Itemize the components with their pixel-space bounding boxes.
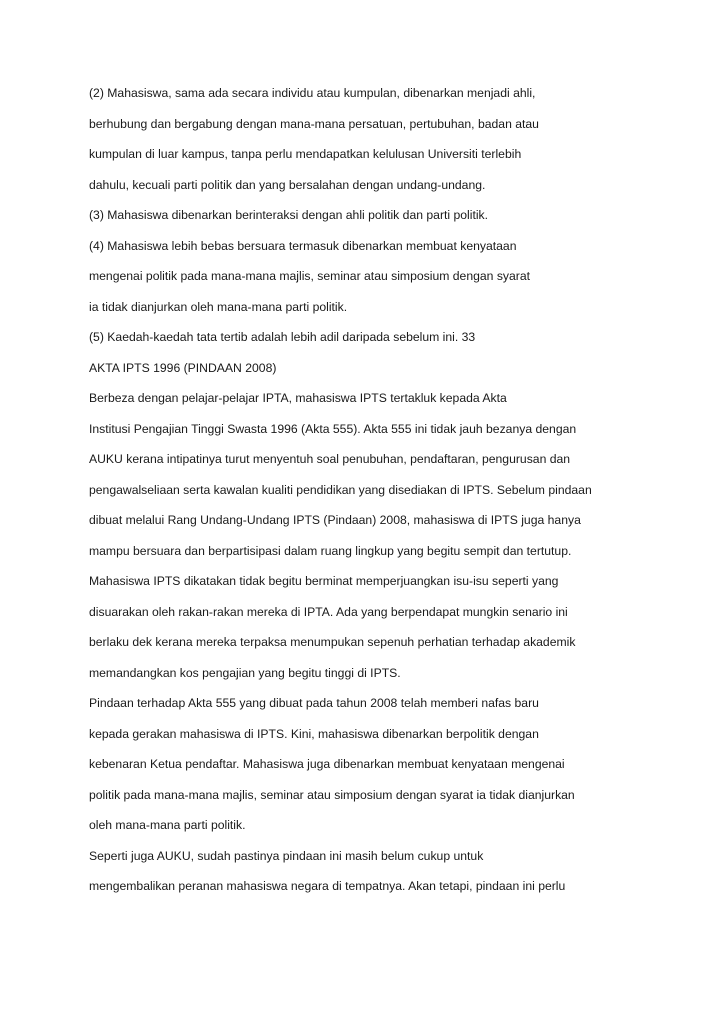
text-line: (3) Mahasiswa dibenarkan berinteraksi dengan ahli politik dan parti politik. — [89, 208, 489, 222]
text-line: kepada gerakan mahasiswa di IPTS. Kini, mahasiswa dibenarkan berpolitik dengan — [89, 726, 539, 741]
text-line: mengembalikan peranan mahasiswa negara di tempatnya. Akan tetapi, pindaan ini perlu — [89, 879, 566, 893]
text-line: disuarakan oleh rakan-rakan mereka di IPTA. Ada yang berpendapat mungkin senario ini — [89, 604, 568, 619]
text-line: dibuat melalui Rang Undang-Undang IPTS (Pindaan) 2008, mahasiswa di IPTS juga hanya — [89, 513, 581, 527]
text-line: berhubung dan bergabung dengan mana-mana persatuan, pertubuhan, badan atau — [89, 116, 539, 131]
text-line: oleh mana-mana parti politik. — [89, 818, 246, 832]
text-line: Seperti juga AUKU, sudah pastinya pindaan ini masih belum cukup untuk — [89, 848, 484, 863]
text-line: (2) Mahasiswa, sama ada secara individu atau kumpulan, dibenarkan menjadi ahli, — [89, 86, 536, 100]
text-line: politik pada mana-mana majlis, seminar atau simposium dengan syarat ia tidak dianjurkan — [89, 787, 575, 802]
text-line: Pindaan terhadap Akta 555 yang dibuat pada tahun 2008 telah memberi nafas baru — [89, 696, 539, 710]
text-line: kebenaran Ketua pendaftar. Mahasiswa juga dibenarkan membuat kenyataan mengenai — [89, 757, 565, 771]
text-line: memandangkan kos pengajian yang begitu tinggi di IPTS. — [89, 665, 401, 680]
document-body — [89, 86, 709, 910]
text-line: Institusi Pengajian Tinggi Swasta 1996 (Akta 555). Akta 555 ini tidak jauh bezanya dengan — [89, 421, 577, 436]
text-line: mengenai politik pada mana-mana majlis, seminar atau simposium dengan syarat — [89, 269, 531, 283]
text-line: dahulu, kecuali parti politik dan yang bersalahan dengan undang-undang. — [89, 177, 486, 192]
text-line: Berbeza dengan pelajar-pelajar IPTA, mahasiswa IPTS tertakluk kepada Akta — [89, 391, 507, 405]
text-line: ia tidak dianjurkan oleh mana-mana parti politik. — [89, 299, 348, 314]
text-line: mampu bersuara dan berpartisipasi dalam ruang lingkup yang begitu sempit dan tertutup. — [89, 543, 572, 558]
text-line: (5) Kaedah-kaedah tata tertib adalah lebih adil daripada sebelum ini. 33 — [89, 330, 476, 344]
text-line: AUKU kerana intipatinya turut menyentuh soal penubuhan, pendaftaran, pengurusan dan — [89, 452, 571, 466]
text-line: kumpulan di luar kampus, tanpa perlu mendapatkan kelulusan Universiti terlebih — [89, 147, 522, 161]
text-line: berlaku dek kerana mereka terpaksa menumpukan sepenuh perhatian terhadap akademik — [89, 635, 576, 649]
text-line: pengawalseliaan serta kawalan kualiti pendidikan yang disediakan di IPTS. Sebelum pindaan — [89, 482, 592, 497]
section-heading: AKTA IPTS 1996 (PINDAAN 2008) — [89, 360, 277, 375]
text-line: (4) Mahasiswa lebih bebas bersuara termasuk dibenarkan membuat kenyataan — [89, 238, 517, 253]
text-line: Mahasiswa IPTS dikatakan tidak begitu berminat memperjuangkan isu-isu seperti yang — [89, 574, 559, 588]
